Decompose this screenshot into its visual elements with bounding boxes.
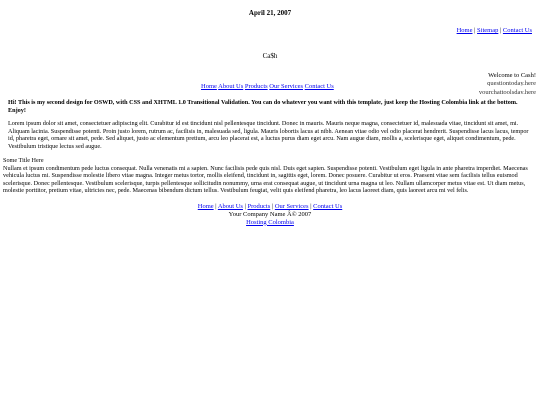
separator: |	[242, 203, 248, 210]
content-paragraph: Lorem ipsum dolor sit amet, consectetuer adipiscing elit. Curabitur id est tincidunt nisl pellentesque tincidunt. Donec in mauris. Mauris neque magna, consectetuer id, malesuada vitae, tincidunt sit amet, mi. Aliquam lacinia. Suspendisse potenti. Proin justo lorem, rutrum ac, facilisis in, malesuada sed, ligula. Mauris lobortis lacus at nibh. Aenean vitae odio vel odio placerat hendrerit. Suspendisse lacus lacus, tempor id, pharetra eget, ornare sit amet, pede. Sed aliquet, justo ac elementum pretium, arcu leo placerat est, a luctus purus diam eget arcu. Nam augue diam, mollis a, scelerisque eget, aliquet condimentum, pede. Vestibulum tristique lectus sed augue.	[8, 120, 529, 150]
top-link-home[interactable]: Home	[456, 27, 473, 34]
footer-copyright: Your Company Name Â© 2007	[228, 210, 312, 218]
nav-products[interactable]: Products	[244, 83, 268, 90]
page-date: April 21, 2007	[248, 9, 292, 17]
separator: |	[472, 27, 478, 34]
separator: |	[213, 203, 218, 210]
nav-about-us[interactable]: About Us	[218, 83, 244, 90]
page-footer	[0, 203, 540, 226]
intro-text: Hi! This is my second design for OSWD, with CSS and XHTML 1.0 Transitional Validation. You can do whatever you want with this template, just keep the Hosting Colombia link at the bottom. Enjoy!	[8, 99, 518, 114]
welcome-text: Welcome to Cash!	[488, 72, 536, 79]
main-nav	[201, 83, 334, 90]
welcome-subtext-2: yourchattoolsday.here	[478, 89, 536, 94]
top-link-sitemap[interactable]: Sitemap	[477, 27, 499, 34]
nav-contact-us[interactable]: Contact Us	[304, 83, 334, 90]
main-content	[8, 99, 534, 151]
nav-home[interactable]: Home	[201, 83, 217, 90]
welcome-subtext: questiontoday.here	[487, 80, 536, 86]
welcome-box	[479, 72, 536, 94]
footer-link-about-us[interactable]: About Us	[217, 203, 243, 210]
top-link-contact[interactable]: Contact Us	[502, 27, 532, 34]
separator: |	[498, 27, 503, 34]
hosting-colombia-link[interactable]: Hosting Colombia	[246, 218, 294, 226]
footer-link-products[interactable]: Products	[247, 203, 271, 210]
section-paragraph: Nullam et ipsum condimentum pede luctus consequat. Nulla venenatis mi a sapien. Nunc facilisis pede quis nisl. Duis eget sapien. Suspendisse potenti. Vestibulum eget ligula in ante pharetra imperdiet. Maecenas vehicula luctus mi. Suspendisse molestie libero vitae magna. Integer metus tortor, mollis eleifend, tincidunt in, sagittis eget, lorem. Donec posuere. Curabitur ut eros. Praesent vitae sem facilisis tellus euismod scelerisque. Donec pellentesque. Vestibulum scelerisque, turpis pellentesque sollicitudin nonummy, urna erat consequat augue, ut tincidunt urna magna ut leo. Nullam ullamcorper metus vitae est. Ut diam metus, molestie porttitor, pretium vitae, ultricies nec, pede. Maecenas bibendum dictum tellus. Vestibulum feugiat, velit quis eleifend pharetra, leo lacus laoreet diam, quis laoreet arcu mi vel felis.	[3, 164, 528, 195]
nav-our-services[interactable]: Our Services	[269, 83, 304, 90]
separator: |	[270, 203, 275, 210]
separator: |	[308, 203, 314, 210]
footer-links	[0, 203, 540, 211]
footer-link-home[interactable]: Home	[197, 203, 214, 210]
top-links	[457, 27, 532, 34]
content-section	[3, 157, 537, 195]
site-logo: Ca$h	[262, 52, 278, 60]
footer-link-contact-us[interactable]: Contact Us	[313, 203, 343, 210]
section-title: Some Title Here	[3, 157, 44, 164]
footer-link-our-services[interactable]: Our Services	[274, 203, 309, 210]
